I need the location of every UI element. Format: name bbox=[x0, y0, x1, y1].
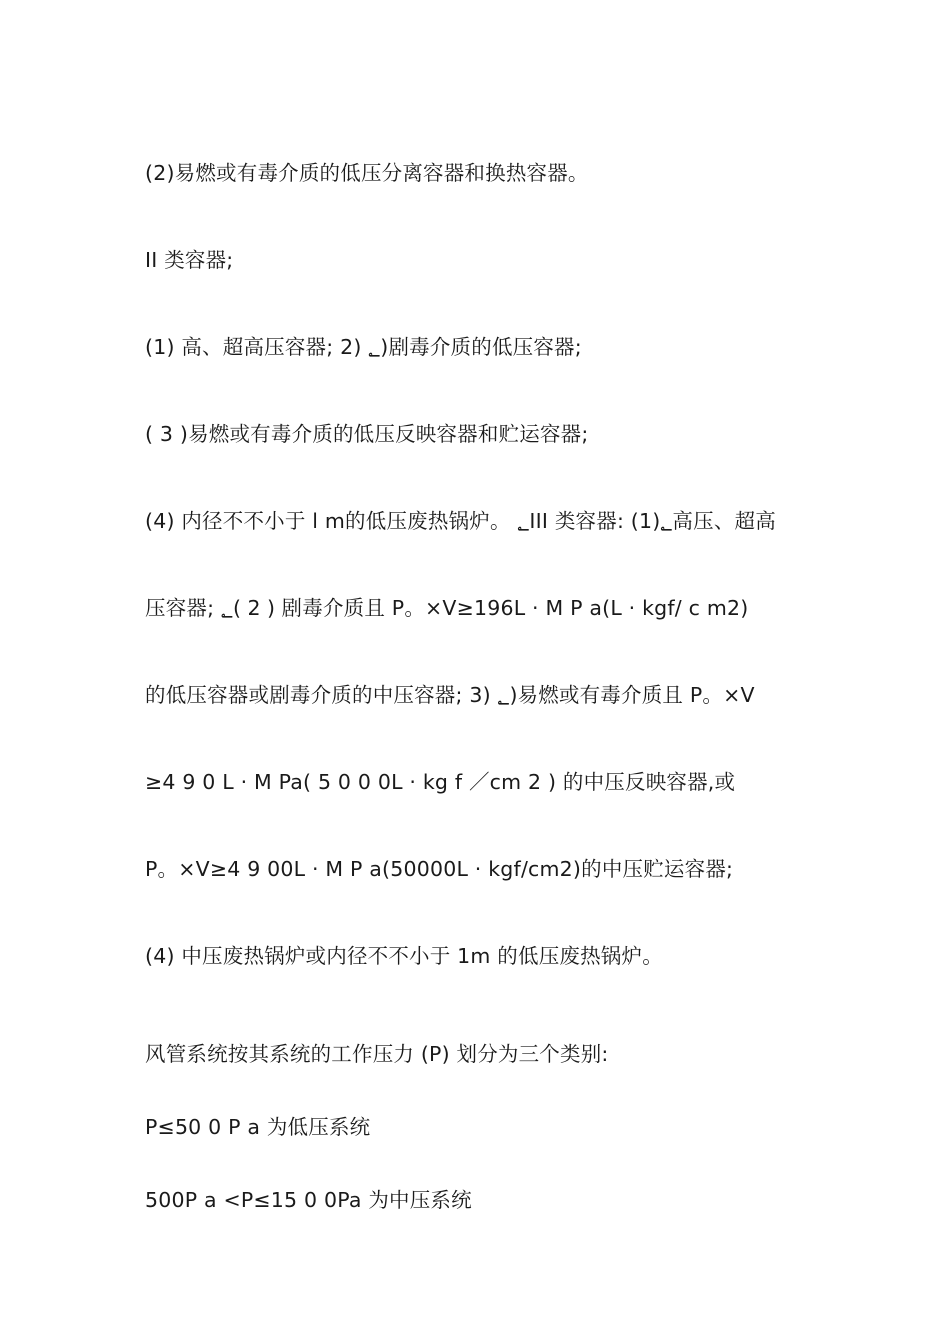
text-line-13: 500P a <P≤15 0 0Pa 为中压系统 bbox=[145, 1187, 472, 1212]
text-line-9: P。×V≥4 9 00L · M P a(50000L · kgf/cm2)的中压贮运容器; bbox=[145, 856, 734, 881]
text-line-6: 压容器; ؂( 2 ) 剧毒介质且 P。×V≥196L · M P a(L · kgf/ c m2) bbox=[145, 595, 749, 620]
text-line-8: ≥4 9 0 L · M Pa( 5 0 0 0L · kg f ／cm 2 ) 的中压反映容器,或 bbox=[145, 769, 736, 794]
text-line-7: 的低压容器或剧毒介质的中压容器; 3) ؂)易燃或有毒介质且 P。×V bbox=[145, 682, 755, 707]
section-heading: 风管系统按其系统的工作压力 (P) 划分为三个类别: bbox=[145, 1041, 609, 1066]
text-line-12: P≤50 0 P a 为低压系统 bbox=[145, 1114, 371, 1139]
text-line-2: II 类容器; bbox=[145, 247, 234, 272]
text-line-10: (4) 中压废热锅炉或内径不不小于 1m 的低压废热锅炉。 bbox=[145, 943, 663, 968]
text-line-3: (1) 高、超高压容器; 2) ؂)剧毒介质的低压容器; bbox=[145, 334, 582, 359]
text-line-1: (2)易燃或有毒介质的低压分离容器和换热容器。 bbox=[145, 160, 589, 185]
text-line-5: (4) 内径不不小于 l m的低压废热锅炉。 ؂III 类容器: (1)؂高压、超高 bbox=[145, 508, 776, 533]
text-line-4: ( 3 )易燃或有毒介质的低压反映容器和贮运容器; bbox=[145, 421, 589, 446]
